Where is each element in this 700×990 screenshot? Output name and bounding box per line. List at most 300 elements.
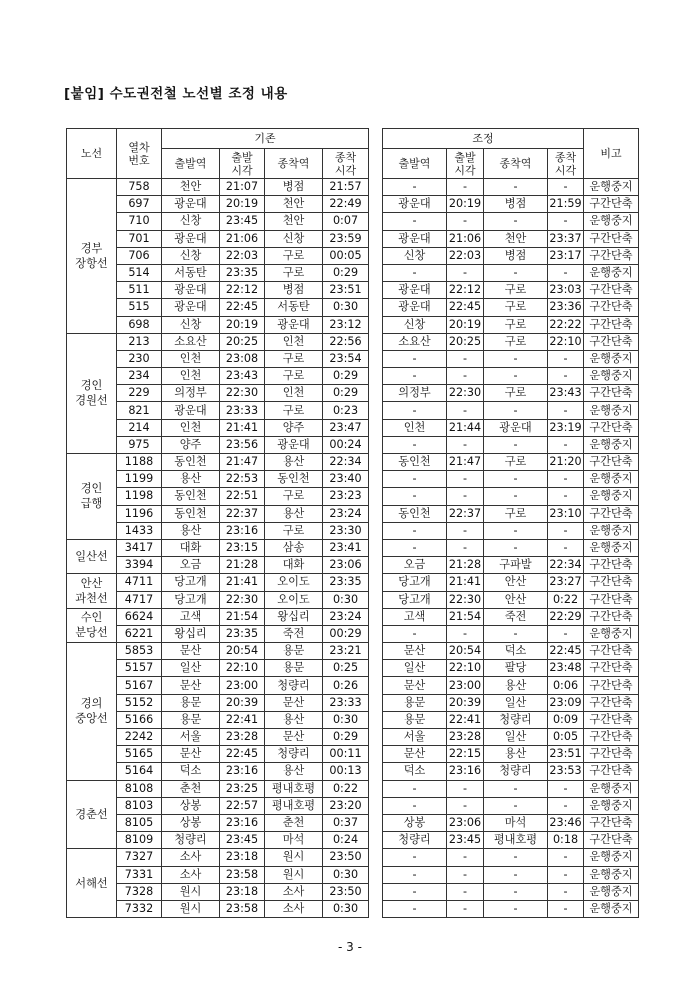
table-row <box>67 299 639 316</box>
cell-note: 운행중지 <box>584 780 639 797</box>
cell-note: 구간단축 <box>584 591 639 608</box>
table-row <box>67 316 639 333</box>
table-row <box>67 454 639 471</box>
table-row <box>67 780 639 797</box>
cell-train-no: 234 <box>117 368 162 385</box>
header-arr-station-adj: 종착역 <box>484 149 548 179</box>
cell-adj-dep-time: - <box>447 350 484 367</box>
cell-dep-station: 동인천 <box>162 454 220 471</box>
cell-note: 운행중지 <box>584 488 639 505</box>
cell-train-no: 7328 <box>117 883 162 900</box>
cell-train-no: 5853 <box>117 643 162 660</box>
line-name-cell <box>67 574 117 608</box>
table-row <box>67 729 639 746</box>
cell-arr-station: 용문 <box>265 643 323 660</box>
cell-adj-arr-time: 21:20 <box>548 454 584 471</box>
header-line: 노선 <box>67 129 117 179</box>
cell-note: 운행중지 <box>584 625 639 642</box>
cell-adj-arr-time: - <box>548 264 584 281</box>
cell-adj-dep-time: 23:16 <box>447 763 484 780</box>
cell-dep-time: 23:35 <box>220 264 265 281</box>
cell-train-no: 5164 <box>117 763 162 780</box>
cell-arr-station: 문산 <box>265 694 323 711</box>
cell-note: 구간단축 <box>584 814 639 831</box>
cell-arr-station: 죽전 <box>265 625 323 642</box>
cell-note: 구간단축 <box>584 763 639 780</box>
cell-adj-arr-time: - <box>548 436 584 453</box>
cell-arr-time: 0:22 <box>323 780 369 797</box>
cell-dep-time: 23:45 <box>220 213 265 230</box>
cell-adj-dep-station: 청량리 <box>383 832 447 849</box>
cell-arr-station: 구로 <box>265 488 323 505</box>
cell-dep-time: 23:16 <box>220 763 265 780</box>
cell-adj-arr-time: - <box>548 402 584 419</box>
cell-adj-arr-time: 23:53 <box>548 763 584 780</box>
cell-adj-arr-time: 0:18 <box>548 832 584 849</box>
cell-adj-dep-station: 오금 <box>383 557 447 574</box>
cell-arr-station: 천안 <box>265 213 323 230</box>
cell-train-no: 1199 <box>117 471 162 488</box>
cell-adj-arr-time: 23:09 <box>548 694 584 711</box>
cell-dep-time: 21:47 <box>220 454 265 471</box>
header-dep-station-adj: 출발역 <box>383 149 447 179</box>
cell-arr-station: 광운대 <box>265 436 323 453</box>
header-arr-time: 종착 시각 <box>323 149 369 179</box>
cell-adj-arr-station: 병점 <box>484 196 548 213</box>
cell-adj-dep-time: - <box>447 797 484 814</box>
cell-adj-dep-station: - <box>383 866 447 883</box>
cell-adj-arr-station: 구로 <box>484 385 548 402</box>
line-name-text: 일산선 <box>75 550 108 564</box>
cell-note: 구간단축 <box>584 282 639 299</box>
cell-arr-time: 00:24 <box>323 436 369 453</box>
cell-adj-dep-station: - <box>383 436 447 453</box>
cell-arr-station: 소사 <box>265 883 323 900</box>
cell-adj-dep-station: - <box>383 900 447 917</box>
cell-adj-arr-station: - <box>484 488 548 505</box>
cell-arr-time: 23:12 <box>323 316 369 333</box>
cell-adj-dep-station: - <box>383 797 447 814</box>
cell-note: 운행중지 <box>584 471 639 488</box>
cell-adj-arr-station: - <box>484 402 548 419</box>
cell-adj-dep-station: 덕소 <box>383 763 447 780</box>
cell-arr-station: 오이도 <box>265 591 323 608</box>
cell-adj-dep-time: - <box>447 780 484 797</box>
cell-arr-station: 문산 <box>265 729 323 746</box>
cell-dep-time: 22:30 <box>220 591 265 608</box>
cell-note: 구간단축 <box>584 454 639 471</box>
cell-arr-station: 원시 <box>265 866 323 883</box>
cell-adj-dep-station: - <box>383 780 447 797</box>
cell-arr-station: 신창 <box>265 230 323 247</box>
cell-dep-time: 20:39 <box>220 694 265 711</box>
cell-adj-dep-time: 23:00 <box>447 677 484 694</box>
cell-dep-time: 20:25 <box>220 333 265 350</box>
cell-arr-time: 00:05 <box>323 247 369 264</box>
cell-adj-dep-time: - <box>447 264 484 281</box>
cell-arr-station: 청량리 <box>265 746 323 763</box>
cell-arr-time: 23:54 <box>323 350 369 367</box>
cell-arr-station: 병점 <box>265 179 323 196</box>
cell-adj-dep-station: - <box>383 471 447 488</box>
cell-adj-dep-station: - <box>383 488 447 505</box>
cell-adj-dep-station: - <box>383 213 447 230</box>
cell-adj-arr-station: - <box>484 350 548 367</box>
cell-arr-station: 구로 <box>265 368 323 385</box>
cell-adj-arr-station: 평내호평 <box>484 832 548 849</box>
table-gap <box>369 643 383 781</box>
cell-adj-dep-time: 23:45 <box>447 832 484 849</box>
header-dep-station: 출발역 <box>162 149 220 179</box>
cell-adj-arr-time: 23:17 <box>548 247 584 264</box>
cell-arr-station: 대화 <box>265 557 323 574</box>
cell-adj-arr-time: - <box>548 488 584 505</box>
cell-adj-dep-time: - <box>447 866 484 883</box>
cell-arr-time: 0:29 <box>323 729 369 746</box>
table-row <box>67 402 639 419</box>
table-gap <box>369 849 383 918</box>
cell-train-no: 8108 <box>117 780 162 797</box>
cell-arr-station: 평내호평 <box>265 780 323 797</box>
cell-dep-time: 23:28 <box>220 729 265 746</box>
cell-adj-arr-station: 청량리 <box>484 763 548 780</box>
cell-note: 구간단축 <box>584 247 639 264</box>
header-dep-time-adj: 출발 시각 <box>447 149 484 179</box>
cell-arr-station: 용산 <box>265 505 323 522</box>
cell-adj-arr-time: 22:34 <box>548 557 584 574</box>
cell-dep-time: 20:54 <box>220 643 265 660</box>
cell-adj-arr-station: 구로 <box>484 299 548 316</box>
cell-dep-station: 당고개 <box>162 574 220 591</box>
table-row <box>67 368 639 385</box>
cell-train-no: 758 <box>117 179 162 196</box>
cell-adj-arr-station: 구로 <box>484 505 548 522</box>
cell-arr-time: 0:30 <box>323 299 369 316</box>
cell-dep-station: 덕소 <box>162 763 220 780</box>
cell-adj-arr-station: 팔당 <box>484 660 548 677</box>
cell-arr-time: 0:29 <box>323 368 369 385</box>
cell-dep-time: 23:43 <box>220 368 265 385</box>
table-row <box>67 866 639 883</box>
cell-dep-station: 대화 <box>162 539 220 556</box>
cell-adj-arr-time: 0:09 <box>548 711 584 728</box>
table-row <box>67 488 639 505</box>
cell-arr-time: 21:57 <box>323 179 369 196</box>
cell-dep-station: 문산 <box>162 677 220 694</box>
cell-arr-time: 23:50 <box>323 849 369 866</box>
cell-arr-station: 춘천 <box>265 814 323 831</box>
cell-adj-dep-time: - <box>447 436 484 453</box>
cell-adj-dep-time: 22:30 <box>447 385 484 402</box>
table-gap <box>369 780 383 849</box>
header-train-no: 열차 번호 <box>117 129 162 179</box>
cell-train-no: 1188 <box>117 454 162 471</box>
cell-train-no: 1196 <box>117 505 162 522</box>
cell-train-no: 3417 <box>117 539 162 556</box>
cell-dep-time: 23:35 <box>220 625 265 642</box>
cell-train-no: 514 <box>117 264 162 281</box>
cell-note: 구간단축 <box>584 711 639 728</box>
table-row <box>67 900 639 917</box>
cell-dep-station: 용문 <box>162 694 220 711</box>
cell-arr-time: 22:56 <box>323 333 369 350</box>
cell-arr-station: 광운대 <box>265 316 323 333</box>
cell-adj-dep-station: 동인천 <box>383 505 447 522</box>
cell-note: 운행중지 <box>584 522 639 539</box>
cell-arr-station: 왕십리 <box>265 608 323 625</box>
cell-adj-arr-station: - <box>484 213 548 230</box>
table-gap <box>369 179 383 334</box>
cell-arr-station: 용문 <box>265 660 323 677</box>
cell-adj-dep-station: 문산 <box>383 746 447 763</box>
cell-train-no: 3394 <box>117 557 162 574</box>
line-name-text: 장항선 <box>75 256 108 270</box>
cell-train-no: 229 <box>117 385 162 402</box>
cell-dep-station: 오금 <box>162 557 220 574</box>
table-gap <box>369 333 383 453</box>
cell-arr-station: 동인천 <box>265 471 323 488</box>
cell-dep-time: 23:00 <box>220 677 265 694</box>
cell-adj-dep-station: 일산 <box>383 660 447 677</box>
cell-note: 운행중지 <box>584 849 639 866</box>
cell-adj-dep-station: - <box>383 883 447 900</box>
cell-adj-dep-station: 신창 <box>383 247 447 264</box>
cell-adj-dep-time: 21:41 <box>447 574 484 591</box>
cell-adj-arr-time: - <box>548 797 584 814</box>
table-row <box>67 471 639 488</box>
cell-adj-arr-station: 용산 <box>484 746 548 763</box>
cell-note: 구간단축 <box>584 643 639 660</box>
cell-arr-time: 23:35 <box>323 574 369 591</box>
line-name-cell <box>67 333 117 453</box>
cell-adj-dep-station: - <box>383 368 447 385</box>
cell-dep-station: 인천 <box>162 419 220 436</box>
cell-adj-arr-time: - <box>548 900 584 917</box>
cell-dep-time: 21:41 <box>220 419 265 436</box>
cell-dep-station: 광운대 <box>162 196 220 213</box>
cell-dep-time: 21:07 <box>220 179 265 196</box>
cell-adj-arr-station: 구파발 <box>484 557 548 574</box>
cell-adj-dep-time: - <box>447 402 484 419</box>
cell-arr-time: 23:20 <box>323 797 369 814</box>
cell-dep-time: 22:03 <box>220 247 265 264</box>
cell-dep-station: 문산 <box>162 643 220 660</box>
cell-adj-arr-time: 0:06 <box>548 677 584 694</box>
cell-adj-arr-time: 23:03 <box>548 282 584 299</box>
cell-adj-arr-station: 청량리 <box>484 711 548 728</box>
table-row <box>67 385 639 402</box>
cell-dep-station: 원시 <box>162 900 220 917</box>
cell-arr-time: 0:37 <box>323 814 369 831</box>
table-row <box>67 522 639 539</box>
table-gap <box>369 129 383 179</box>
cell-adj-dep-station: - <box>383 350 447 367</box>
cell-dep-station: 천안 <box>162 179 220 196</box>
cell-arr-time: 0:29 <box>323 264 369 281</box>
cell-adj-dep-time: 22:45 <box>447 299 484 316</box>
cell-arr-station: 인천 <box>265 333 323 350</box>
cell-dep-station: 광운대 <box>162 402 220 419</box>
cell-dep-time: 22:57 <box>220 797 265 814</box>
cell-adj-arr-time: 23:10 <box>548 505 584 522</box>
cell-adj-dep-time: 22:03 <box>447 247 484 264</box>
cell-arr-station: 구로 <box>265 522 323 539</box>
line-name-cell <box>67 608 117 642</box>
cell-note: 운행중지 <box>584 213 639 230</box>
cell-note: 구간단축 <box>584 333 639 350</box>
line-name-text: 분당선 <box>75 626 108 640</box>
cell-note: 운행중지 <box>584 866 639 883</box>
cell-note: 운행중지 <box>584 264 639 281</box>
cell-adj-arr-station: 구로 <box>484 316 548 333</box>
cell-adj-dep-station: - <box>383 522 447 539</box>
line-name-cell <box>67 454 117 540</box>
line-name-cell <box>67 179 117 334</box>
cell-dep-station: 동인천 <box>162 488 220 505</box>
cell-adj-dep-time: - <box>447 368 484 385</box>
cell-adj-arr-station: 구로 <box>484 282 548 299</box>
cell-adj-arr-time: - <box>548 471 584 488</box>
cell-adj-dep-time: - <box>447 488 484 505</box>
cell-note: 구간단축 <box>584 694 639 711</box>
cell-dep-time: 21:28 <box>220 557 265 574</box>
cell-adj-dep-time: - <box>447 849 484 866</box>
cell-note: 운행중지 <box>584 402 639 419</box>
cell-adj-dep-station: - <box>383 402 447 419</box>
cell-adj-dep-time: 20:25 <box>447 333 484 350</box>
cell-arr-time: 0:30 <box>323 711 369 728</box>
cell-arr-station: 구로 <box>265 264 323 281</box>
cell-adj-dep-time: 23:28 <box>447 729 484 746</box>
cell-train-no: 5152 <box>117 694 162 711</box>
table-row <box>67 814 639 831</box>
table-row <box>67 333 639 350</box>
cell-adj-dep-station: 상봉 <box>383 814 447 831</box>
table-row <box>67 625 639 642</box>
cell-dep-station: 상봉 <box>162 814 220 831</box>
cell-adj-arr-station: 죽전 <box>484 608 548 625</box>
cell-train-no: 975 <box>117 436 162 453</box>
cell-arr-station: 소사 <box>265 900 323 917</box>
table-row <box>67 763 639 780</box>
cell-dep-station: 원시 <box>162 883 220 900</box>
cell-dep-time: 23:16 <box>220 522 265 539</box>
cell-train-no: 8109 <box>117 832 162 849</box>
cell-note: 구간단축 <box>584 608 639 625</box>
cell-arr-station: 병점 <box>265 282 323 299</box>
cell-note: 구간단축 <box>584 385 639 402</box>
table-row <box>67 591 639 608</box>
cell-adj-arr-station: 안산 <box>484 591 548 608</box>
line-name-text: 경의 <box>80 697 103 711</box>
cell-dep-time: 23:18 <box>220 849 265 866</box>
page-title: [붙임] 수도권전철 노선별 조정 내용 <box>64 86 288 102</box>
line-name-text: 서해선 <box>75 876 108 890</box>
header-before-group: 기존 <box>162 129 369 149</box>
cell-dep-station: 일산 <box>162 660 220 677</box>
header-dep-time: 출발 시각 <box>220 149 265 179</box>
cell-adj-dep-station: 서울 <box>383 729 447 746</box>
cell-train-no: 7332 <box>117 900 162 917</box>
cell-note: 구간단축 <box>584 660 639 677</box>
cell-adj-dep-time: 22:41 <box>447 711 484 728</box>
cell-adj-arr-station: - <box>484 797 548 814</box>
cell-adj-arr-station: - <box>484 368 548 385</box>
cell-adj-dep-station: 문산 <box>383 643 447 660</box>
cell-adj-arr-time: 23:19 <box>548 419 584 436</box>
cell-arr-time: 0:25 <box>323 660 369 677</box>
cell-adj-dep-time: - <box>447 179 484 196</box>
cell-dep-time: 22:53 <box>220 471 265 488</box>
cell-adj-dep-time: 21:47 <box>447 454 484 471</box>
cell-adj-arr-time: 22:22 <box>548 316 584 333</box>
cell-adj-arr-station: - <box>484 849 548 866</box>
cell-arr-time: 23:51 <box>323 282 369 299</box>
cell-adj-arr-time: - <box>548 179 584 196</box>
cell-adj-dep-station: 동인천 <box>383 454 447 471</box>
cell-adj-dep-station: 소요산 <box>383 333 447 350</box>
cell-adj-arr-station: - <box>484 780 548 797</box>
header-arr-time-adj: 종착 시각 <box>548 149 584 179</box>
cell-adj-dep-station: 용문 <box>383 711 447 728</box>
cell-arr-station: 구로 <box>265 247 323 264</box>
cell-arr-station: 오이도 <box>265 574 323 591</box>
cell-note: 운행중지 <box>584 368 639 385</box>
cell-adj-dep-station: 인천 <box>383 419 447 436</box>
cell-adj-dep-time: 21:28 <box>447 557 484 574</box>
cell-arr-time: 23:30 <box>323 522 369 539</box>
line-name-cell <box>67 849 117 918</box>
line-name-text: 경인 <box>80 379 103 393</box>
cell-dep-station: 춘천 <box>162 780 220 797</box>
cell-adj-dep-station: 광운대 <box>383 230 447 247</box>
cell-arr-time: 0:30 <box>323 866 369 883</box>
cell-dep-station: 서울 <box>162 729 220 746</box>
cell-dep-time: 22:30 <box>220 385 265 402</box>
table-row <box>67 746 639 763</box>
cell-adj-arr-time: - <box>548 350 584 367</box>
cell-adj-arr-time: 23:46 <box>548 814 584 831</box>
table-gap <box>369 574 383 608</box>
cell-adj-arr-time: 23:27 <box>548 574 584 591</box>
cell-dep-station: 왕십리 <box>162 625 220 642</box>
cell-train-no: 214 <box>117 419 162 436</box>
cell-adj-dep-station: 당고개 <box>383 591 447 608</box>
cell-adj-dep-time: - <box>447 522 484 539</box>
cell-arr-station: 평내호평 <box>265 797 323 814</box>
table-row <box>67 883 639 900</box>
cell-dep-station: 용산 <box>162 471 220 488</box>
cell-arr-station: 구로 <box>265 350 323 367</box>
cell-adj-dep-time: - <box>447 625 484 642</box>
cell-adj-dep-time: 22:10 <box>447 660 484 677</box>
table-row <box>67 660 639 677</box>
cell-arr-time: 23:21 <box>323 643 369 660</box>
table-header <box>67 129 639 179</box>
cell-adj-arr-time: 22:29 <box>548 608 584 625</box>
cell-adj-dep-time: 20:19 <box>447 196 484 213</box>
header-after-group: 조정 <box>383 129 584 149</box>
cell-dep-time: 23:16 <box>220 814 265 831</box>
table-row <box>67 505 639 522</box>
cell-dep-station: 양주 <box>162 436 220 453</box>
cell-adj-arr-time: 23:51 <box>548 746 584 763</box>
line-name-text: 수인 <box>80 611 103 625</box>
cell-train-no: 8103 <box>117 797 162 814</box>
cell-train-no: 701 <box>117 230 162 247</box>
cell-train-no: 1433 <box>117 522 162 539</box>
cell-arr-station: 서동탄 <box>265 299 323 316</box>
